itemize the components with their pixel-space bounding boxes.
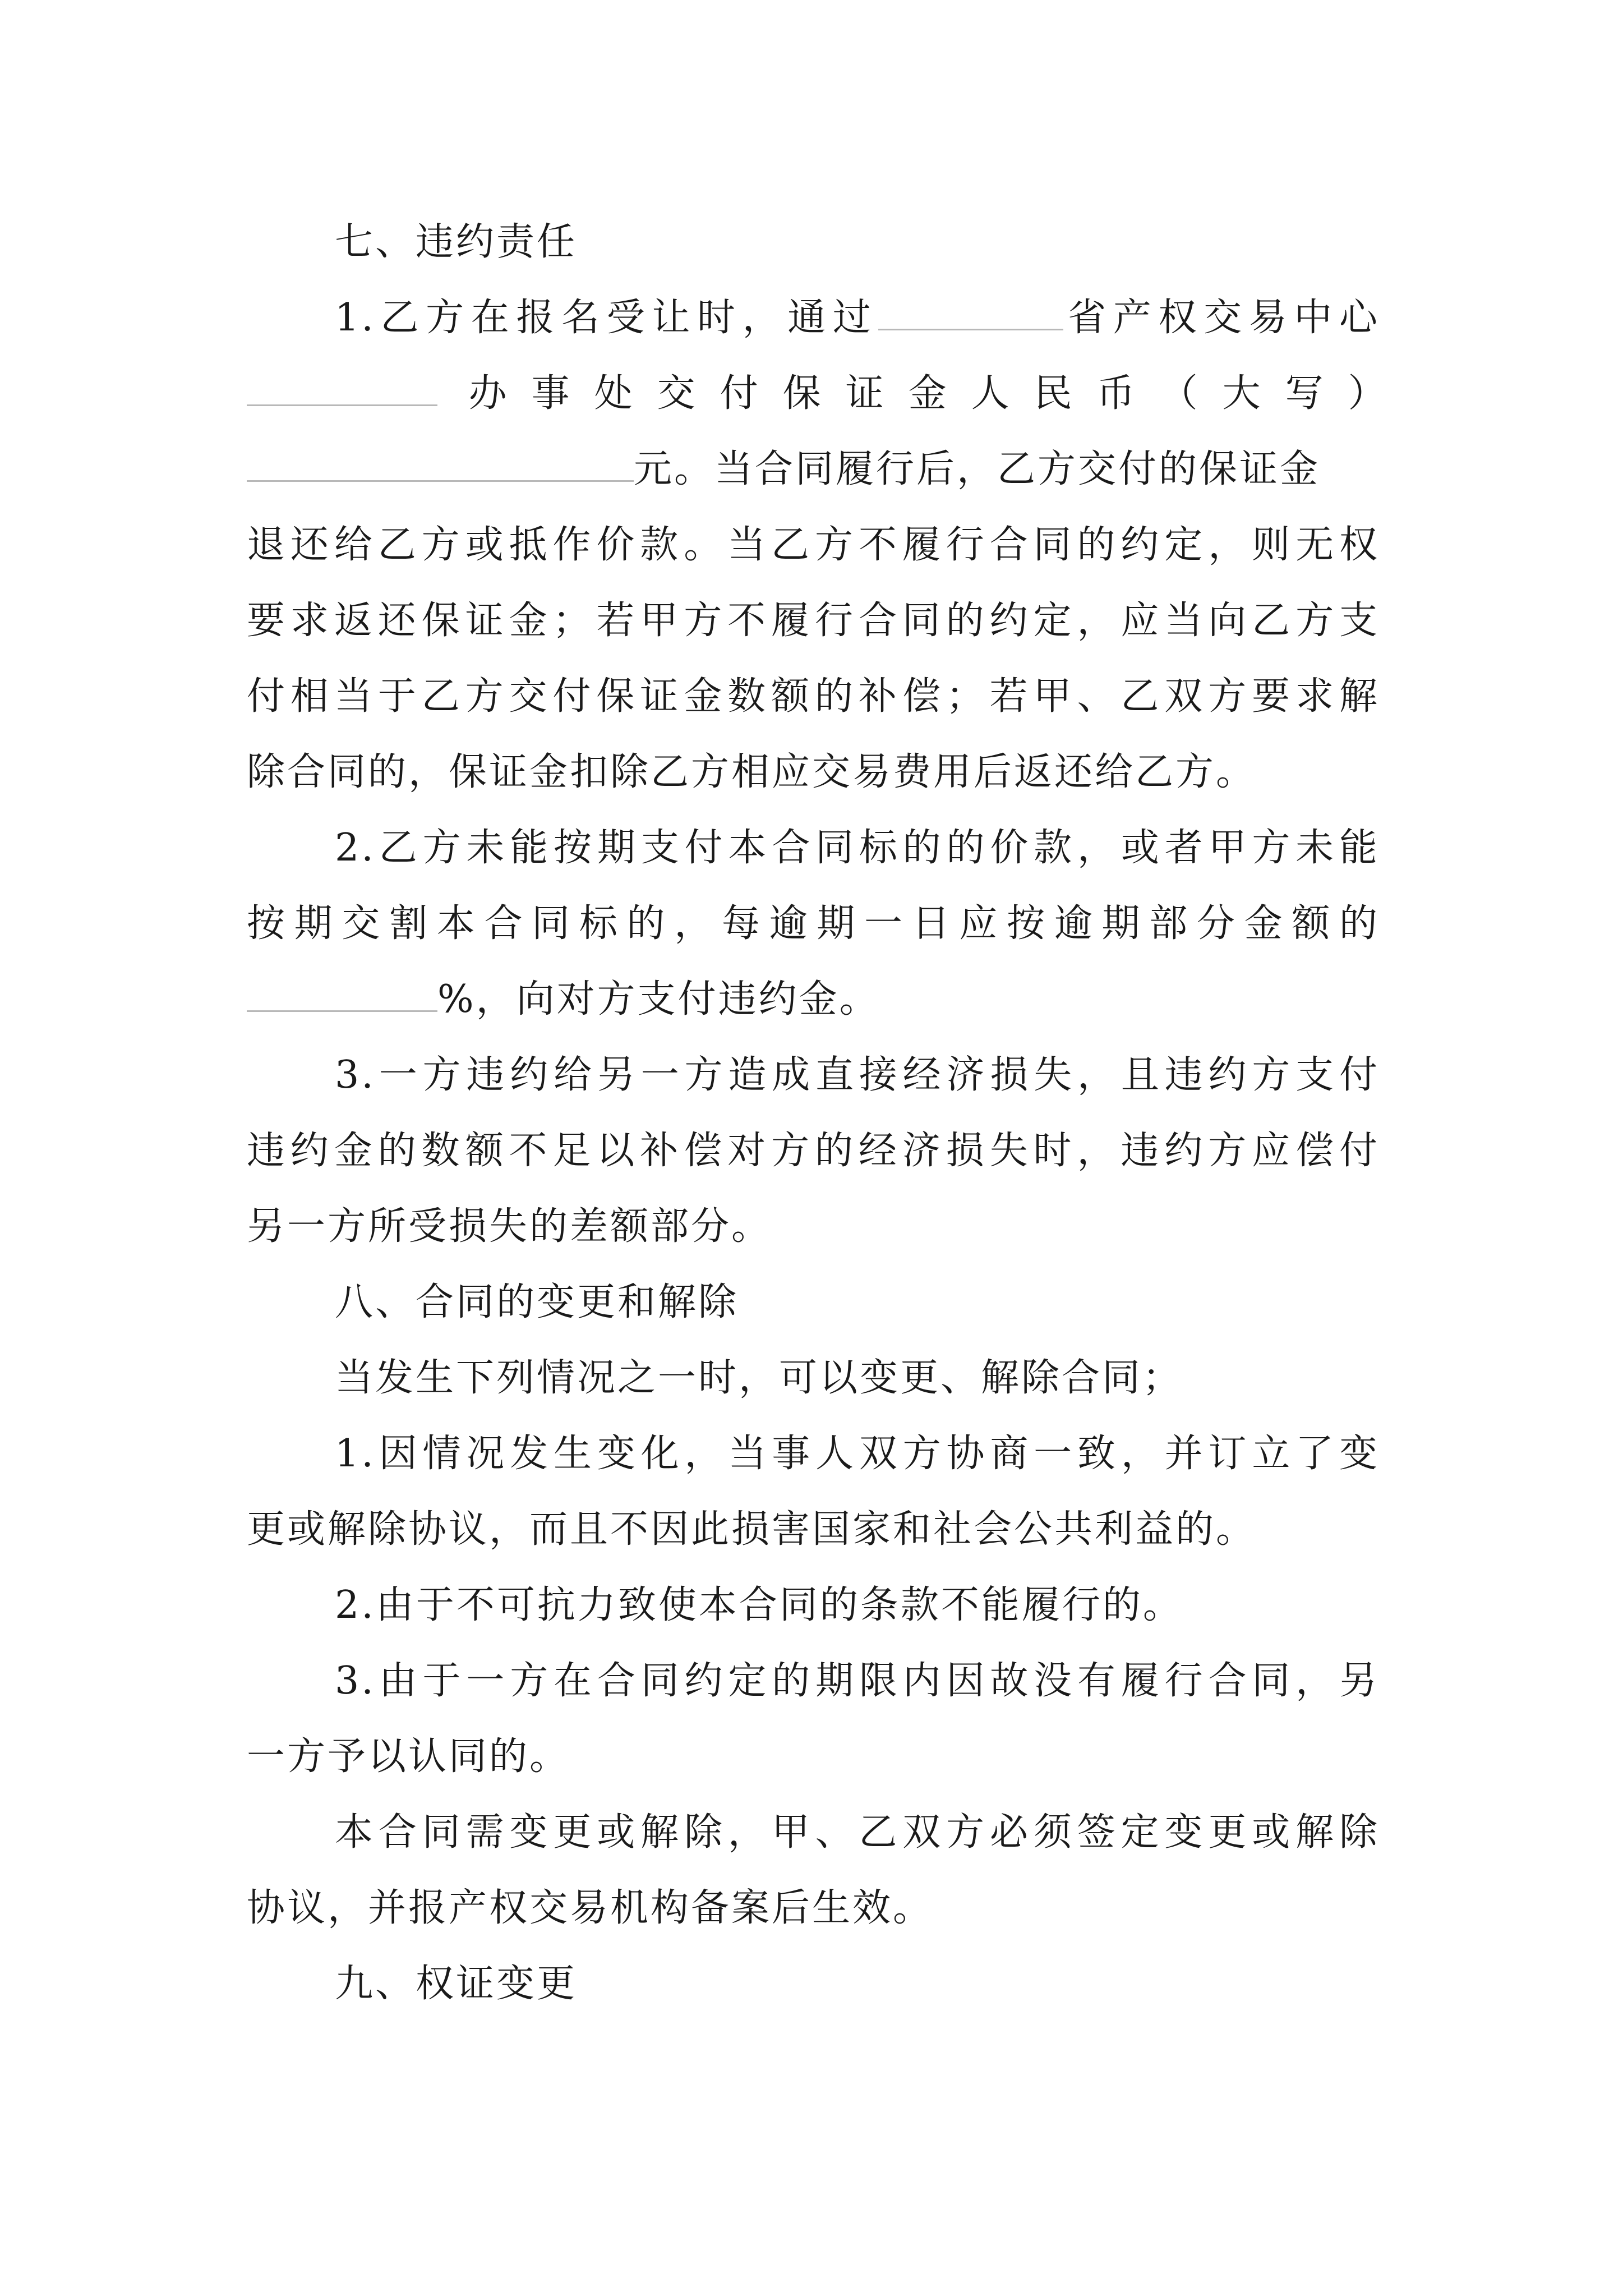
blank-field-amount xyxy=(247,441,634,482)
paragraph-line xyxy=(335,280,1380,356)
paragraph-line xyxy=(247,432,1380,507)
paragraph-line: 协议，并报产权交易机构备案后生效。 xyxy=(247,1886,934,1930)
blank-field-province xyxy=(878,289,1063,330)
paragraph-line: 3.一方违约给另一方造成直接经济损失，且违约方支付 xyxy=(335,1053,1380,1097)
paragraph-line: 要求返还保证金；若甲方不履行合同的约定，应当向乙方支 xyxy=(247,599,1380,643)
paragraph-line: 1.因情况发生变化，当事人双方协商一致，并订立了变 xyxy=(335,1432,1380,1476)
paragraph-line: 另一方所受损失的差额部分。 xyxy=(247,1204,772,1249)
section-heading-change: 八、合同的变更和解除 xyxy=(335,1280,739,1324)
paragraph-line xyxy=(247,356,1389,431)
paragraph-line: 本合同需变更或解除，甲、乙双方必须签定变更或解除 xyxy=(335,1810,1380,1855)
paragraph-line: 更或解除协议，而且不因此损害国家和社会公共利益的。 xyxy=(247,1507,1257,1552)
blank-field-percent xyxy=(247,971,437,1012)
paragraph-line: 付相当于乙方交付保证金数额的补偿；若甲、乙双方要求解 xyxy=(247,674,1380,719)
text-segment: 1.乙方在报名受让时，通过 xyxy=(335,296,878,340)
paragraph-line: 按期交割本合同标的，每逾期一日应按逾期部分金额的 xyxy=(247,901,1380,946)
section-heading-title-change: 九、权证变更 xyxy=(335,1962,578,2006)
paragraph-line: 2.乙方未能按期支付本合同标的的价款，或者甲方未能 xyxy=(335,826,1380,870)
paragraph-line: 3.由于一方在合同约定的期限内因故没有履行合同，另 xyxy=(335,1659,1380,1703)
text-segment: 元。当合同履行后，乙方交付的保证金 xyxy=(634,447,1321,491)
paragraph-line: 退还给乙方或抵作价款。当乙方不履行合同的约定，则无权 xyxy=(247,523,1380,567)
paragraph-line: 违约金的数额不足以补偿对方的经济损失时，违约方应偿付 xyxy=(247,1129,1380,1173)
paragraph-line: 除合同的，保证金扣除乙方相应交易费用后返还给乙方。 xyxy=(247,750,1257,794)
paragraph-line xyxy=(247,962,1380,1037)
text-segment: %，向对方支付违约金。 xyxy=(437,977,880,1022)
paragraph-line: 当发生下列情况之一时，可以变更、解除合同； xyxy=(335,1356,1183,1400)
paragraph-line: 2.由于不可抗力致使本合同的条款不能履行的。 xyxy=(335,1583,1183,1627)
text-segment: 办 事 处 交 付 保 证 金 人 民 币 （ 大 写 ） xyxy=(468,371,1389,416)
blank-field-office xyxy=(247,365,437,406)
paragraph-line: 一方予以认同的。 xyxy=(247,1734,570,1779)
text-segment: 省产权交易中心 xyxy=(1063,296,1380,340)
section-heading-breach: 七、违约责任 xyxy=(335,220,578,264)
